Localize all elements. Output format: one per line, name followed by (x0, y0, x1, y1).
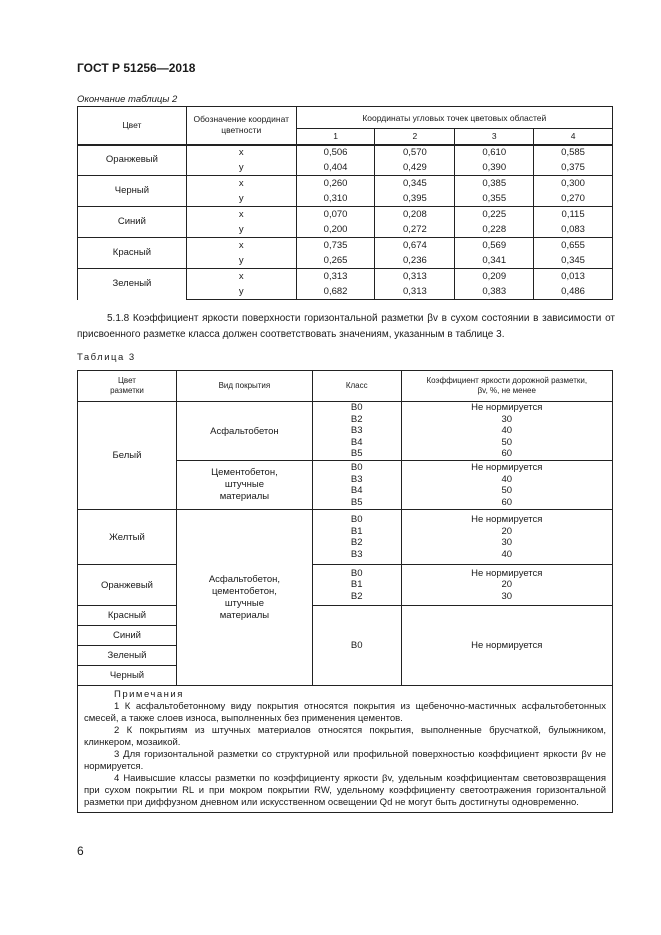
t2-value-cell: 0,083 (534, 222, 613, 238)
t3-classes (312, 606, 401, 686)
t2-value-cell: 0,236 (375, 253, 455, 269)
t2-axis-cell: y (186, 160, 296, 176)
t2-header-designation: Обозначение координат цветности (186, 107, 296, 145)
t3-class-item: B5 (350, 448, 363, 460)
t2-header-point-4: 4 (534, 129, 613, 145)
t2-axis-cell: y (186, 191, 296, 207)
t3-value-item: 40 (501, 473, 513, 485)
t2-value-cell: 0,486 (534, 284, 613, 300)
t2-value-cell: 0,310 (296, 191, 375, 207)
t3-surface-mixed: Асфальтобетон, цементобетон, штучные материалы (176, 510, 312, 686)
t2-value-cell: 0,272 (375, 222, 455, 238)
t2-value-cell: 0,570 (375, 145, 455, 161)
t3-value-item: 20 (501, 525, 513, 537)
t3-class-item: B1 (350, 579, 363, 591)
t3-class-item: B5 (350, 496, 363, 508)
t2-value-cell: 0,270 (534, 191, 613, 207)
t2-header-point-1: 1 (296, 129, 375, 145)
t3-color-orange: Оранжевый (78, 565, 177, 606)
t2-header-coords: Координаты угловых точек цветовых областей (296, 107, 612, 129)
t2-value-cell: 0,345 (375, 176, 455, 192)
t2-value-cell: 0,735 (296, 238, 375, 254)
t3-color-red: Красный (78, 606, 177, 626)
note-3: 3 Для горизонтальной разметки со структурной или профильной поверхностью коэффициент яркости βv не нормируется. (84, 749, 606, 772)
t3-header-color: Цвет разметки (78, 371, 177, 402)
t3-class-item: B3 (350, 473, 363, 485)
t3-classes (312, 461, 401, 510)
t2-value-cell: 0,655 (534, 238, 613, 254)
document-header: ГОСТ Р 51256—2018 (77, 61, 196, 75)
t2-axis-cell: y (186, 253, 296, 269)
t2-axis-cell: x (186, 238, 296, 254)
t2-value-cell: 0,115 (534, 207, 613, 223)
t2-header-point-2: 2 (375, 129, 455, 145)
t2-value-cell: 0,341 (455, 253, 534, 269)
t2-axis-cell: x (186, 176, 296, 192)
t3-surface-asphalt: Асфальтобетон (176, 402, 312, 461)
t3-value-item: 20 (501, 579, 513, 591)
table-2 (77, 106, 613, 300)
t3-value-item: 50 (501, 436, 513, 448)
t3-value-item: Не нормируется (471, 567, 543, 579)
t2-axis-cell: x (186, 269, 296, 285)
t3-value-item: 40 (501, 425, 513, 437)
t3-value-item: Не нормируется (471, 514, 543, 525)
t3-values (401, 606, 612, 686)
t2-value-cell: 0,585 (534, 145, 613, 161)
clause-5-1-8 (77, 311, 615, 343)
t3-class-item: B2 (350, 537, 363, 548)
t2-axis-cell: y (186, 284, 296, 300)
t3-class-item: B3 (350, 548, 363, 560)
t2-value-cell: 0,209 (455, 269, 534, 285)
t2-value-cell: 0,313 (296, 269, 375, 285)
t3-class-item: B2 (350, 590, 363, 602)
t2-color-cell: Черный (78, 176, 187, 207)
t2-value-cell: 0,260 (296, 176, 375, 192)
t2-value-cell: 0,375 (534, 160, 613, 176)
t2-value-cell: 0,345 (534, 253, 613, 269)
table3-caption: Таблица 3 (77, 352, 136, 363)
t2-value-cell: 0,395 (375, 191, 455, 207)
t3-header-surface: Вид покрытия (176, 371, 312, 402)
t3-value-item: 30 (501, 413, 513, 425)
t3-values (401, 565, 612, 606)
t2-header-point-3: 3 (455, 129, 534, 145)
table-3 (77, 370, 613, 813)
t3-value-item: 40 (501, 548, 513, 560)
t2-color-cell: Красный (78, 238, 187, 269)
t2-value-cell: 0,265 (296, 253, 375, 269)
t2-header-color: Цвет (78, 107, 187, 145)
t3-header-coef: Коэффициент яркости дорожной разметки, βv, %, не менее (401, 371, 612, 402)
t3-classes (312, 402, 401, 461)
t3-class-item: B0 (350, 402, 363, 414)
clause-text: 5.1.8 Коэффициент яркости поверхности горизонтальной разметки βv в сухом состоянии в зависимости от присвоенного разметке класса должен соответствовать значениям, указанным в таблице 3. (77, 313, 615, 340)
t2-value-cell: 0,300 (534, 176, 613, 192)
t3-value-item: 50 (501, 485, 513, 496)
t3-surface-cement: Цементобетон, штучные материалы (176, 461, 312, 510)
t3-class-item: B0 (350, 567, 363, 579)
t3-color-blue: Синий (78, 626, 177, 646)
t3-class-item: B4 (350, 485, 363, 496)
t2-color-cell: Синий (78, 207, 187, 238)
t2-value-cell: 0,383 (455, 284, 534, 300)
t3-notes (78, 686, 613, 813)
t2-value-cell: 0,385 (455, 176, 534, 192)
note-1: 1 К асфальтобетонному виду покрытия относятся покрытия из щебеночно-мастичных асфальтобетонных смесей, а также слоев износа, выполненных без применения цементов. (84, 701, 606, 724)
t3-values (401, 461, 612, 510)
page-number: 6 (77, 844, 84, 858)
t2-value-cell: 0,610 (455, 145, 534, 161)
t2-value-cell: 0,429 (375, 160, 455, 176)
t3-color-white: Белый (78, 402, 177, 510)
t2-axis-cell: x (186, 207, 296, 223)
t3-values (401, 402, 612, 461)
t2-value-cell: 0,313 (375, 269, 455, 285)
t2-value-cell: 0,225 (455, 207, 534, 223)
t3-class-item: B1 (350, 525, 363, 537)
t3-value-item: Не нормируется (471, 462, 543, 473)
t3-value-item: 30 (501, 590, 513, 602)
t2-value-cell: 0,313 (375, 284, 455, 300)
t2-value-cell: 0,569 (455, 238, 534, 254)
t3-value-item: Не нормируется (471, 402, 543, 414)
t2-axis-cell: y (186, 222, 296, 238)
t3-value-item: 30 (501, 537, 513, 548)
t2-value-cell: 0,208 (375, 207, 455, 223)
t2-value-cell: 0,390 (455, 160, 534, 176)
t3-color-green: Зеленый (78, 646, 177, 666)
t3-values (401, 510, 612, 565)
note-2: 2 К покрытиям из штучных материалов относятся покрытия, выполненные брусчаткой, булыжником, клинкером, мозаикой. (84, 725, 606, 748)
t2-value-cell: 0,013 (534, 269, 613, 285)
t2-color-cell: Зеленый (78, 269, 187, 300)
t2-value-cell: 0,200 (296, 222, 375, 238)
t3-color-black: Черный (78, 666, 177, 686)
t3-value-item: Не нормируется (471, 639, 543, 651)
t2-value-cell: 0,506 (296, 145, 375, 161)
notes-heading: Примечания (114, 689, 184, 700)
t3-class-item: B3 (350, 425, 363, 437)
t2-value-cell: 0,355 (455, 191, 534, 207)
t3-value-item: 60 (501, 496, 513, 508)
t3-header-class: Класс (312, 371, 401, 402)
t2-value-cell: 0,674 (375, 238, 455, 254)
t3-class-item: B4 (350, 436, 363, 448)
t2-axis-cell: x (186, 145, 296, 161)
t3-class-item: B0 (350, 514, 363, 525)
t3-value-item: 60 (501, 448, 513, 460)
t2-value-cell: 0,404 (296, 160, 375, 176)
t2-value-cell: 0,682 (296, 284, 375, 300)
t3-classes (312, 565, 401, 606)
t2-color-cell: Оранжевый (78, 145, 187, 176)
t3-class-item: B2 (350, 413, 363, 425)
table2-caption: Окончание таблицы 2 (77, 94, 178, 105)
t2-value-cell: 0,070 (296, 207, 375, 223)
t2-value-cell: 0,228 (455, 222, 534, 238)
t3-color-yellow: Желтый (78, 510, 177, 565)
t3-classes (312, 510, 401, 565)
t3-class-item: B0 (350, 462, 363, 473)
note-4: 4 Наивысшие классы разметки по коэффициенту яркости βv, удельным коэффициентам световозвращения при сухом покрытии RL и при мокром покрытии RW, удельному коэффициенту светоотражения горизонтальной разметки при диффузном дневном или искусственном освещении Qd не могут быть достигнуты одновременно. (84, 773, 606, 808)
t3-class-item: B0 (350, 639, 363, 651)
